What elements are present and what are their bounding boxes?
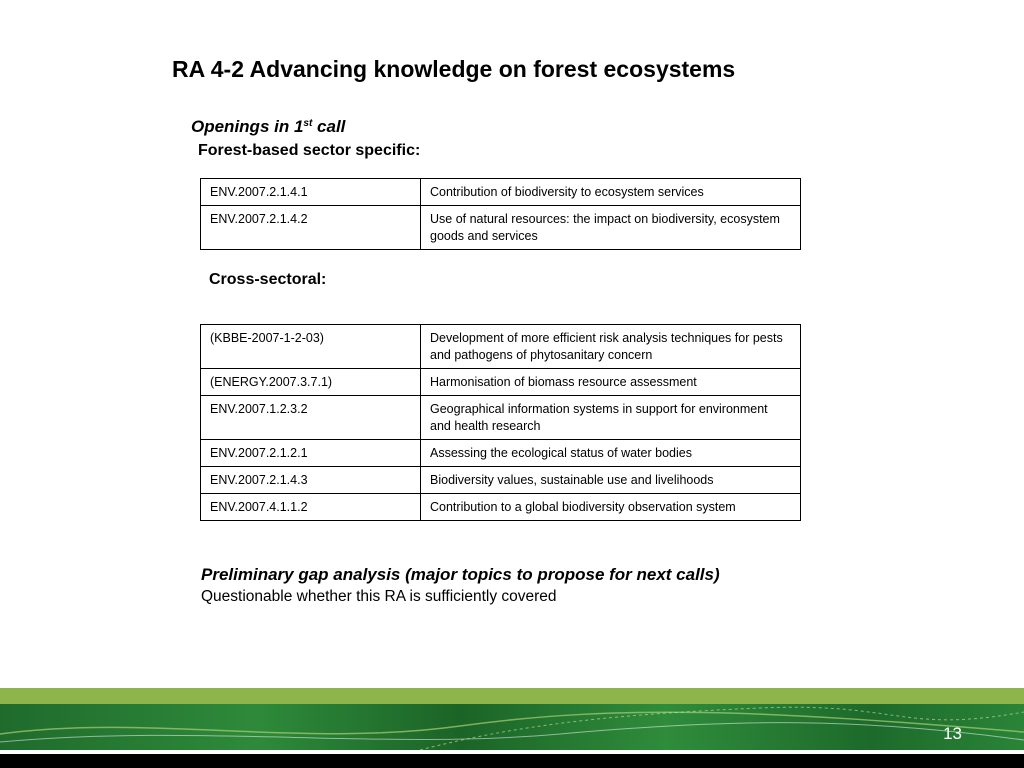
footer-light-band xyxy=(0,688,1024,704)
page-number: 13 xyxy=(943,724,962,743)
openings-heading-suffix: call xyxy=(312,117,346,136)
topic-description: Contribution to a global biodiversity observation system xyxy=(421,494,801,521)
cross-sectoral-label: Cross-sectoral: xyxy=(209,271,327,288)
table-row xyxy=(201,179,801,206)
topic-description: Contribution of biodiversity to ecosystem services xyxy=(421,179,801,206)
topic-description: Use of natural resources: the impact on biodiversity, ecosystem goods and services xyxy=(421,206,801,250)
table-row xyxy=(201,206,801,250)
topic-description: Assessing the ecological status of water bodies xyxy=(421,440,801,467)
slide-title: RA 4-2 Advancing knowledge on forest ecosystems xyxy=(172,56,736,82)
table-row xyxy=(201,396,801,440)
openings-heading-text: Openings in 1 xyxy=(191,117,304,136)
table-row xyxy=(201,369,801,396)
topic-code: ENV.2007.2.1.4.3 xyxy=(201,467,421,494)
topic-description: Development of more efficient risk analysis techniques for pests and pathogens of phytosanitary concern xyxy=(421,325,801,369)
topic-code: ENV.2007.2.1.4.1 xyxy=(201,179,421,206)
footer-black-band xyxy=(0,754,1024,768)
topic-code: (ENERGY.2007.3.7.1) xyxy=(201,369,421,396)
topic-description: Harmonisation of biomass resource assessment xyxy=(421,369,801,396)
footer-banner xyxy=(0,688,1024,768)
topic-code: ENV.2007.2.1.4.2 xyxy=(201,206,421,250)
footer-forest-band xyxy=(0,704,1024,750)
forest-sector-label: Forest-based sector specific: xyxy=(198,142,421,159)
openings-heading xyxy=(191,117,345,137)
gap-analysis-text: Questionable whether this RA is sufficiently covered xyxy=(201,588,557,605)
table-row xyxy=(201,467,801,494)
topic-code: ENV.2007.2.1.2.1 xyxy=(201,440,421,467)
topic-description: Biodiversity values, sustainable use and livelihoods xyxy=(421,467,801,494)
gap-analysis-heading: Preliminary gap analysis (major topics to propose for next calls) xyxy=(201,565,720,584)
table-row xyxy=(201,325,801,369)
footer-wave-decoration xyxy=(0,704,1024,750)
forest-sector-table xyxy=(200,178,801,250)
topic-code: ENV.2007.1.2.3.2 xyxy=(201,396,421,440)
topic-code: ENV.2007.4.1.1.2 xyxy=(201,494,421,521)
openings-heading-superscript: st xyxy=(303,118,313,129)
topic-description: Geographical information systems in support for environment and health research xyxy=(421,396,801,440)
topic-code: (KBBE-2007-1-2-03) xyxy=(201,325,421,369)
table-row xyxy=(201,494,801,521)
table-row xyxy=(201,440,801,467)
cross-sectoral-table xyxy=(200,324,801,521)
